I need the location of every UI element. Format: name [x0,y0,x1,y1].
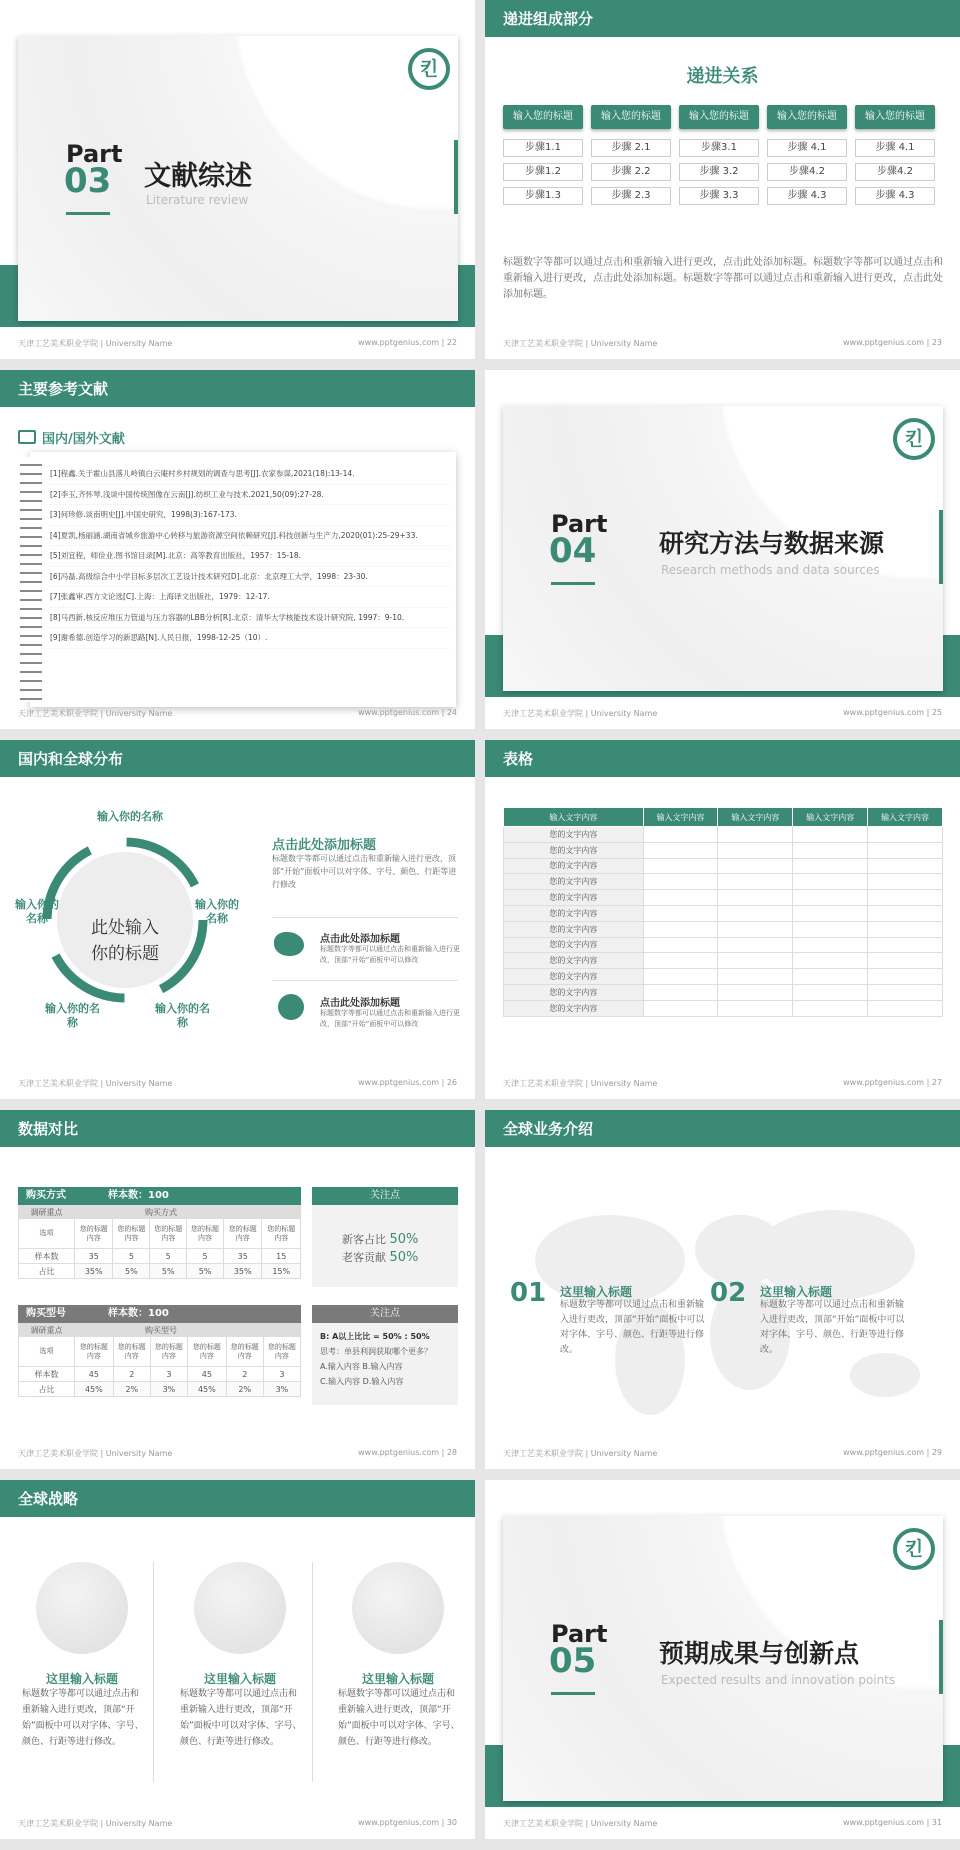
table-cell [718,921,793,937]
table-cell [793,1000,868,1016]
table-row [504,937,943,953]
column-title: 这里输入标题 [203,1672,276,1686]
reference-item: [5]刘宜程，师俭业.图书馆目录[M].北京：高等教育出版社，1957：15-18. [50,546,450,567]
slide-31 [485,1480,960,1839]
footer: 天津工艺美术职业学院 | University Name www.pptgenius.com | 22 [18,338,457,348]
reference-item: [6]冯磊.高级综合中小学目标多层次工艺设计技术研究[D].北京：北京理工大学，1998：23-30. [50,567,450,588]
step-box: 步骤1.2 [503,163,583,181]
reference-item: [2]李玉,齐怀琴.浅谈中国传统图像在云南[J].纺织工业与技术.2021,50(09):27-28. [50,485,450,506]
table-row [504,842,943,858]
table-cell [868,921,943,937]
table-cell: 您的文字内容 [504,842,644,858]
part-label: Part [66,140,123,168]
table-cell [868,1000,943,1016]
footer: 天津工艺美术职业学院 | University Name www.pptgenius.com | 26 [18,1078,457,1088]
slide-header: 全球业务介绍 [485,1110,960,1147]
table-cell [643,937,718,953]
table-title-bar: 购买方式 样本数：100 [18,1187,301,1205]
table-cell: 您的文字内容 [504,890,644,906]
table-header-cell: 输入文字内容 [868,808,943,827]
table-cell [793,858,868,874]
table-cell [793,921,868,937]
step-header-button[interactable]: 输入您的标题 [591,105,671,129]
section-subtitle: Literature review [146,193,249,207]
step-box: 步骤 2.2 [591,163,671,181]
table-cell [793,827,868,843]
step-box: 步骤 4.1 [767,139,847,157]
table-title-bar: 购买型号 样本数：100 [18,1305,301,1323]
table-header-cell: 输入文字内容 [718,808,793,827]
slide-header: 表格 [485,740,960,777]
table-row [504,890,943,906]
table-row: 样本数 35 5 5 5 35 15 [19,1249,301,1264]
footer: 天津工艺美术职业学院 | University Name www.pptgenius.com | 29 [503,1448,942,1458]
table-cell [868,827,943,843]
comparison-table: 调研重点 购买型号 选项 您的标题内容 您的标题内容 您的标题内容 您的标题内容 您的标题内容 您的标题内容 样本数 45 2 3 45 2 3 占比 45% 2% 3% 45% 2% 3% [18,1323,301,1397]
slide-header: 数据对比 [0,1110,475,1147]
step-box: 步骤 2.3 [591,187,671,205]
table-cell [718,937,793,953]
footer: 天津工艺美术职业学院 | University Name www.pptgenius.com | 27 [503,1078,942,1088]
table-cell [643,858,718,874]
table-cell: 您的文字内容 [504,1000,644,1016]
table-cell [643,842,718,858]
table-header-cell: 输入文字内容 [793,808,868,827]
column-text: 标题数字等都可以通过点击和重新输入进行更改，顶部“开始”面板中可以对字体、字号、颜色、行距等进行修改。 [22,1689,144,1747]
slide-29 [485,1110,960,1469]
footer: 天津工艺美术职业学院 | University Name www.pptgenius.com | 24 [18,708,457,718]
slide-30 [0,1480,475,1839]
table-cell [718,827,793,843]
table-cell [868,953,943,969]
globe-icon [36,1562,128,1654]
item-title: 这里输入标题 [760,1285,833,1299]
table-cell [868,937,943,953]
title-card [18,36,458,321]
step-box: 步骤 4.3 [855,187,935,205]
table-cell [793,890,868,906]
table-cell: 您的文字内容 [504,953,644,969]
table-cell [643,1000,718,1016]
table-row [504,953,943,969]
footer: 天津工艺美术职业学院 | University Name www.pptgenius.com | 28 [18,1448,457,1458]
slide-header: 国内和全球分布 [0,740,475,777]
table-cell [868,905,943,921]
table-cell: 您的文字内容 [504,827,644,843]
table-cell [793,842,868,858]
table-cell [718,984,793,1000]
callout-title: 点击此处添加标题 [320,934,400,945]
table-row [504,969,943,985]
table-cell [643,827,718,843]
title-card [503,1516,943,1801]
table-row [504,874,943,890]
table-cell [643,921,718,937]
table-cell [793,874,868,890]
cycle-center-title: 此处输入 你的标题 [91,918,159,964]
cycle-node: 输入你的名称 [155,1002,210,1029]
column-text: 标题数字等都可以通过点击和重新输入进行更改，顶部“开始”面板中可以对字体、字号、颜色、行距等进行修改。 [338,1689,460,1747]
table-cell [643,969,718,985]
comparison-table: 调研重点 购买方式 选项 您的标题内容 您的标题内容 您的标题内容 您的标题内容 您的标题内容 您的标题内容 样本数 35 5 5 5 35 15 占比 35% 5% 5% 5% 35% 15% [18,1205,301,1279]
step-box: 步骤4.2 [767,163,847,181]
cycle-node: 输入你的名称 [195,898,239,925]
step-box: 步骤 3.2 [679,163,759,181]
table-cell [718,969,793,985]
slide-27 [485,740,960,1099]
table-cell [718,1000,793,1016]
cycle-node: 输入你的名称 [15,898,59,925]
table-cell [643,905,718,921]
focus-box: 关注点 B: A以上比比 = 50% : 50% 思考：单县利润获取哪个更多？ A.输入内容 B.输入内容 C.输入内容 D.输入内容 [312,1305,458,1405]
sub-heading: 国内/国外文献 [42,432,125,447]
globe-icon [352,1562,444,1654]
table-cell: 您的文字内容 [504,969,644,985]
callout-text: 标题数字等都可以通过点击和重新输入进行更改，顶部“开始”面板中可以对字体、字号、颜色、行距等进行修改 [272,854,457,889]
table-cell [643,984,718,1000]
table-cell [718,842,793,858]
step-header-button[interactable]: 输入您的标题 [503,105,583,129]
table-row [504,858,943,874]
table-cell [868,890,943,906]
slide-28 [0,1110,475,1469]
book-icon [18,430,36,444]
column-title: 这里输入标题 [361,1672,434,1686]
step-box: 步骤3.1 [679,139,759,157]
step-header-button[interactable]: 输入您的标题 [679,105,759,129]
reference-item: [7]张鑫审.西方文论选[C].上海：上海译文出版社，1979：12-17. [50,587,450,608]
step-box: 步骤1.1 [503,139,583,157]
cycle-node: 输入你的名称 [97,810,163,823]
slide-25 [485,370,960,729]
table-row [504,905,943,921]
callout-text: 标题数字等都可以通过点击和重新输入进行更改，顶部“开始”面板中可以修改 [320,945,460,964]
footer: 天津工艺美术职业学院 | University Name www.pptgenius.com | 23 [503,338,942,348]
slide-22 [0,0,475,359]
item-title: 这里输入标题 [560,1285,633,1299]
slide-header: 主要参考文献 [0,370,475,407]
table-cell: 您的文字内容 [504,937,644,953]
part-label: Part [551,510,608,538]
reference-item: [1]程鑫.关于霍山县落儿岭镇白云庵村乡村规划的调查与思考[J].农家参谋,2021(18):13-14. [50,464,450,485]
table-cell [793,984,868,1000]
item-text: 标题数字等都可以通过点击和重新输入进行更改，顶部“开始”面板中可以对字体、字号、颜色、行距等进行修改。 [560,1300,705,1355]
table-cell [718,874,793,890]
table-cell [793,905,868,921]
step-header-button[interactable]: 输入您的标题 [767,105,847,129]
table-cell [868,858,943,874]
callout-title: 点击此处添加标题 [272,838,377,853]
slide-23 [485,0,960,359]
table-cell [868,842,943,858]
reference-item: [4]夏凯,杨丽涵.湖南省城乡旅游中心转移与旅游资源空间依赖研究[J].科技创新与生产力,2020(01):25-29+33. [50,526,450,547]
table-cell [643,874,718,890]
slide-header: 递进组成部分 [485,0,960,37]
table-row: 样本数 45 2 3 45 2 3 [19,1367,301,1382]
table-cell: 您的文字内容 [504,905,644,921]
reference-item: [8]马西新.核反应堆压力管道与压力容器的LBB分析[R].北京：清华大学核能技术设计研究院, 1997：9-10. [50,608,450,629]
table-header-cell: 输入文字内容 [504,808,644,827]
table-row [504,1000,943,1016]
section-subtitle: Research methods and data sources [661,563,880,577]
table-cell [718,890,793,906]
step-header-button[interactable]: 输入您的标题 [855,105,935,129]
item-number: 01 [510,1278,547,1308]
table-header-row [504,808,943,827]
table-cell: 您的文字内容 [504,984,644,1000]
table-cell [643,953,718,969]
table-cell [868,984,943,1000]
table-cell [643,890,718,906]
callout-title: 点击此处添加标题 [320,998,400,1009]
section-subtitle: Expected results and innovation points [661,1673,896,1687]
cycle-node: 输入你的名称 [45,1002,100,1029]
table-cell [793,953,868,969]
logo-icon: 킨 [408,48,450,90]
part-label: Part [551,1620,608,1648]
reference-item: [9]谢希德.创造学习的新思路[N].人民日报，1998-12-25（10）. [50,628,450,649]
slide-26 [0,740,475,1099]
step-box: 步骤 2.1 [591,139,671,157]
table-row [504,827,943,843]
table-cell [868,969,943,985]
table-cell [793,937,868,953]
globe-icon [194,1562,286,1654]
globe-icon [278,994,304,1020]
step-box: 步骤1.3 [503,187,583,205]
table-cell [718,905,793,921]
data-table [503,807,943,1017]
reference-item: [3]何珍修.谈南明史[J].中国史研究，1998(3):167-173. [50,505,450,526]
step-box: 步骤 4.1 [855,139,935,157]
section-title: 文献综述 [144,161,252,192]
title-card [503,406,943,691]
table-row [504,921,943,937]
section-title: 预期成果与创新点 [659,1639,860,1668]
column-text: 标题数字等都可以通过点击和重新输入进行更改，顶部“开始”面板中可以对字体、字号、颜色、行距等进行修改。 [180,1689,302,1747]
step-box: 步骤 3.3 [679,187,759,205]
column-title: 这里输入标题 [45,1672,118,1686]
spiral-binding [20,457,42,702]
section-title: 研究方法与数据来源 [659,529,885,558]
item-number: 02 [710,1278,747,1308]
part-number: 04 [549,531,597,571]
table-cell: 您的文字内容 [504,921,644,937]
slide-header: 全球战略 [0,1480,475,1517]
logo-icon: 킨 [893,418,935,460]
footer: 天津工艺美术职业学院 | University Name www.pptgenius.com | 30 [18,1818,457,1828]
part-number: 03 [64,161,112,201]
table-cell [718,858,793,874]
table-row: 占比 35% 5% 5% 5% 35% 15% [19,1264,301,1279]
body-text: 标题数字等都可以通过点击和重新输入进行更改，点击此处添加标题。标题数字等都可以通过点击和重新输入进行更改，点击此处添加标题。标题数字等都可以通过点击和重新输入进行更改，点击此处添加标题。 [503,257,943,300]
table-cell [718,953,793,969]
footer: 天津工艺美术职业学院 | University Name www.pptgenius.com | 25 [503,708,942,718]
china-map-icon [274,932,304,956]
callout-text: 标题数字等都可以通过点击和重新输入进行更改，顶部“开始”面板中可以修改 [320,1009,460,1028]
table-cell [793,969,868,985]
table-cell [868,874,943,890]
focus-box: 关注点 新客占比 50% 老客贡献 50% [312,1187,458,1287]
table-row [504,984,943,1000]
item-text: 标题数字等都可以通过点击和重新输入进行更改，顶部“开始”面板中可以对字体、字号、颜色、行距等进行修改。 [760,1300,905,1355]
part-number: 05 [549,1641,597,1681]
table-row: 占比 45% 2% 3% 45% 2% 3% [19,1382,301,1397]
table-cell: 您的文字内容 [504,874,644,890]
slide-24 [0,370,475,729]
notebook [30,452,456,707]
step-box: 步骤 4.3 [767,187,847,205]
footer: 天津工艺美术职业学院 | University Name www.pptgenius.com | 31 [503,1818,942,1828]
step-box: 步骤4.2 [855,163,935,181]
table-header-cell: 输入文字内容 [643,808,718,827]
logo-icon: 킨 [893,1528,935,1570]
table-cell: 您的文字内容 [504,858,644,874]
diagram-title: 递进关系 [686,66,759,87]
